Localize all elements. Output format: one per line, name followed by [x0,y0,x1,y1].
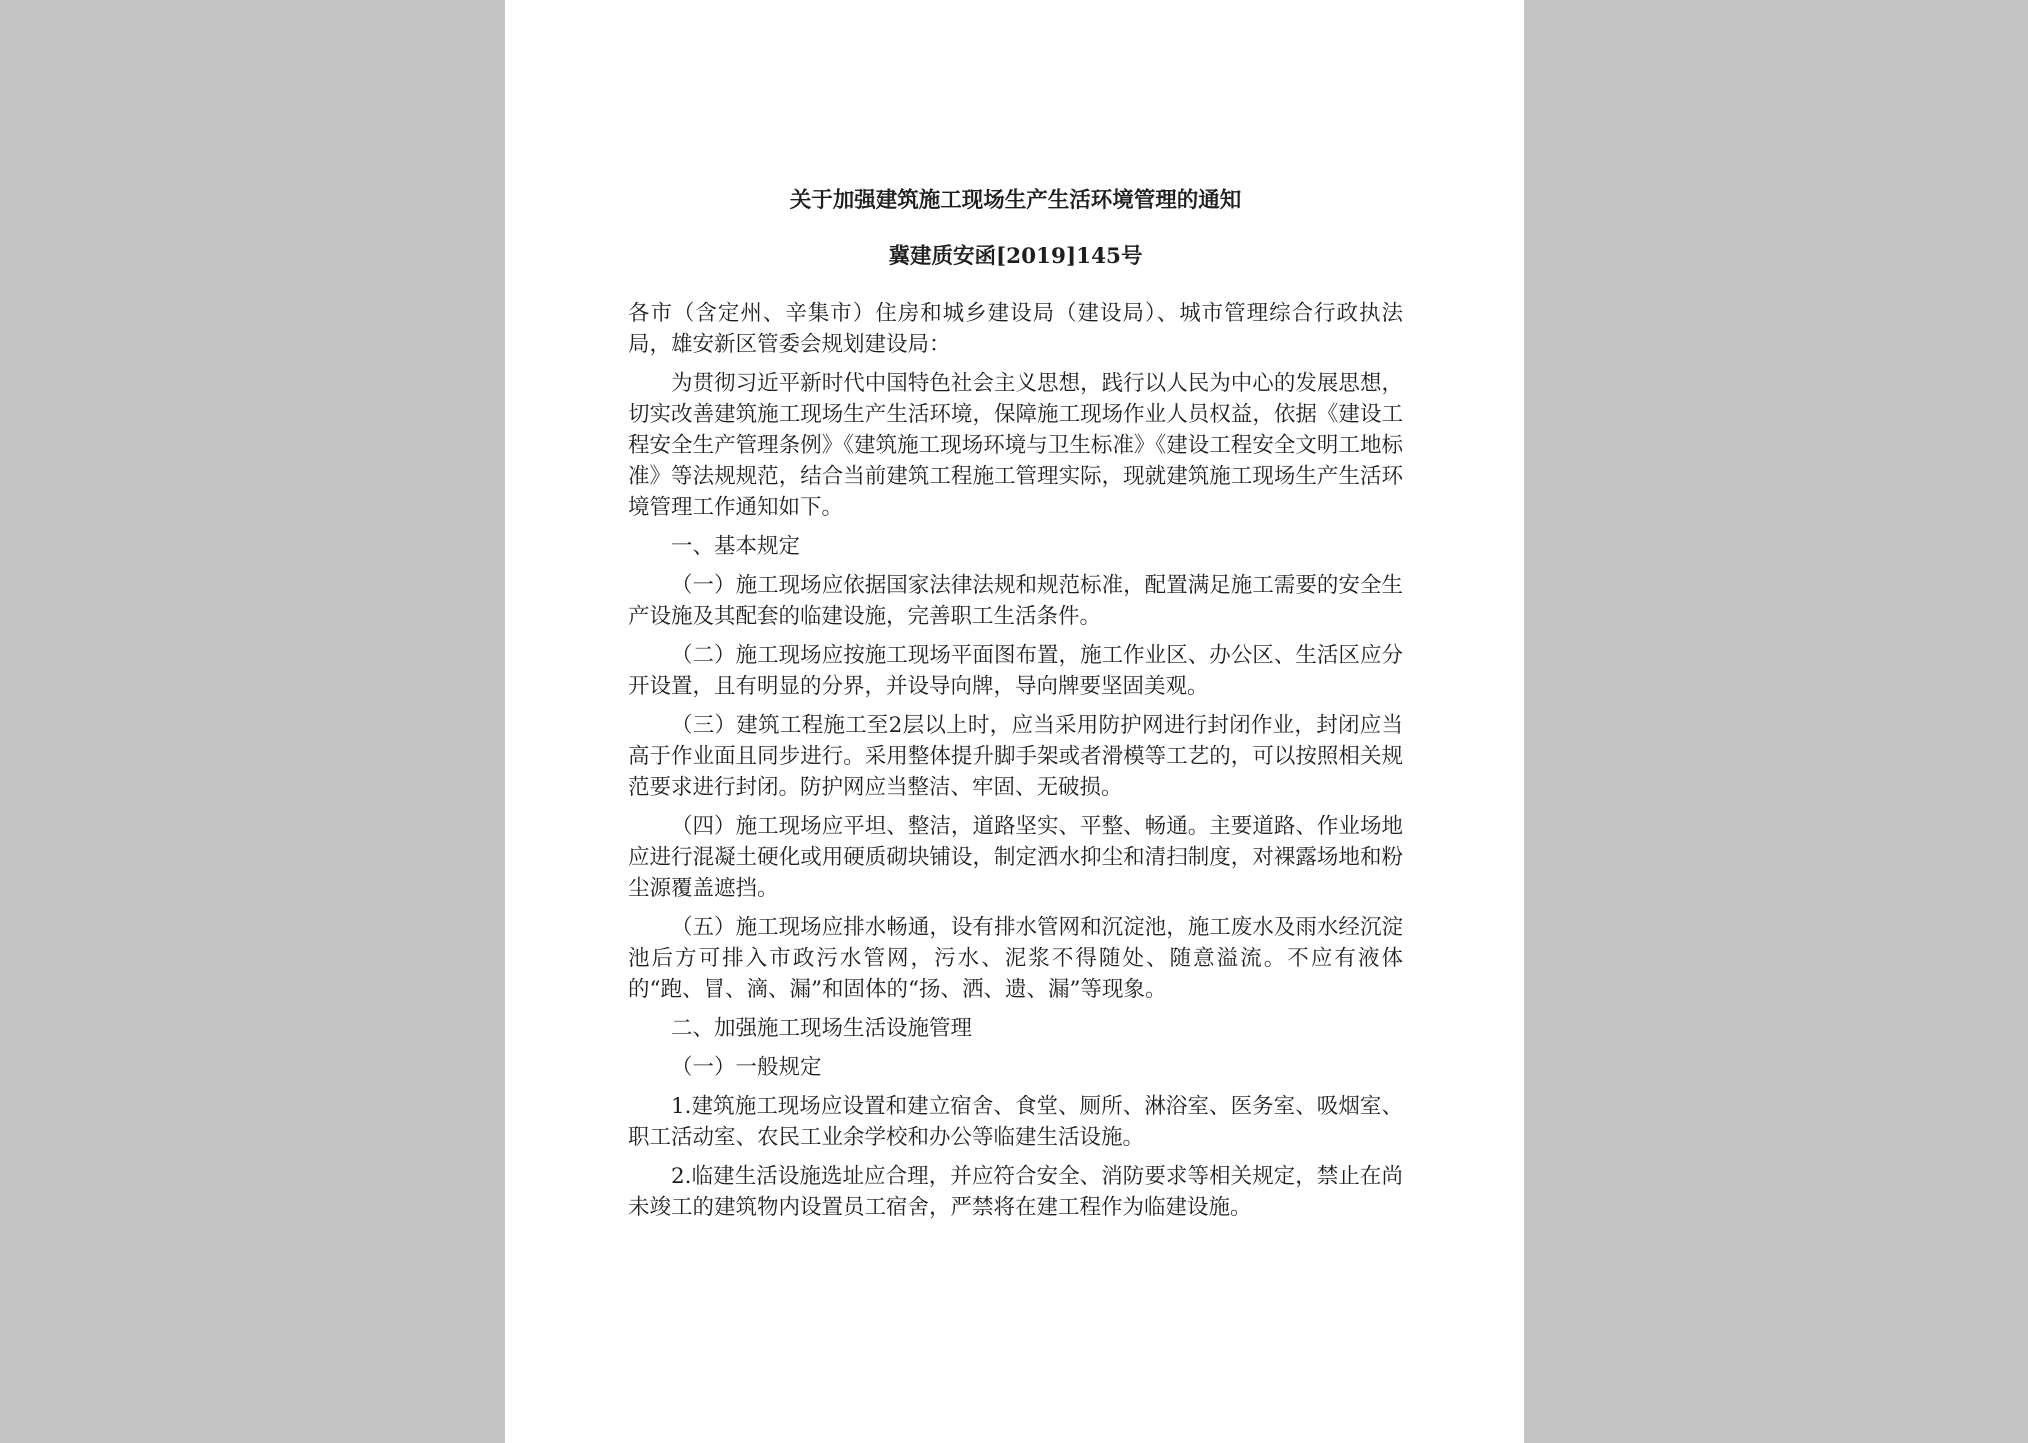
section1-item-5: （五）施工现场应排水畅通，设有排水管网和沉淀池，施工废水及雨水经沉淀池后方可排入市政污水管网，污水、泥浆不得随处、随意溢流。不应有液体的“跑、冒、滴、漏”和固体的“扬、洒、遗、漏”等现象。 [628,915,1403,1002]
document-title: 关于加强建筑施工现场生产生活环境管理的通知 [789,188,1242,213]
document-page [505,0,1524,1443]
section-heading-2: 二、加强施工现场生活设施管理 [671,1016,973,1041]
intro-paragraph: 为贯彻习近平新时代中国特色社会主义思想，践行以人民为中心的发展思想，切实改善建筑施工现场生产生活环境，保障施工现场作业人员权益，依据《建设工程安全生产管理条例》《建筑施工现场环境与卫生标准》《建设工程安全文明工地标准》等法规规范，结合当前建筑工程施工管理实际，现就建筑施工现场生产生活环境管理工作通知如下。 [628,371,1403,520]
section1-item-3: （三）建筑工程施工至2层以上时，应当采用防护网进行封闭作业，封闭应当高于作业面且同步进行。采用整体提升脚手架或者滑模等工艺的，可以按照相关规范要求进行封闭。防护网应当整洁、牢固、无破损。 [628,713,1403,800]
document-number: 冀建质安函[2019]145号 [888,244,1143,269]
page-content [628,178,1403,1223]
section1-item-4: （四）施工现场应平坦、整洁，道路坚实、平整、畅通。主要道路、作业场地应进行混凝土硬化或用硬质砌块铺设，制定洒水抑尘和清扫制度，对裸露场地和粉尘源覆盖遮挡。 [628,814,1403,901]
section2-item-2: 2.临建生活设施选址应合理，并应符合安全、消防要求等相关规定，禁止在尚未竣工的建筑物内设置员工宿舍，严禁将在建工程作为临建设施。 [628,1164,1403,1220]
addressee: 各市（含定州、辛集市）住房和城乡建设局（建设局）、城市管理综合行政执法局，雄安新区管委会规划建设局： [628,301,1403,357]
section1-item-2: （二）施工现场应按施工现场平面图布置，施工作业区、办公区、生活区应分开设置，且有明显的分界，并设导向牌，导向牌要坚固美观。 [628,643,1403,699]
section1-item-1: （一）施工现场应依据国家法律法规和规范标准，配置满足施工需要的安全生产设施及其配套的临建设施，完善职工生活条件。 [628,573,1403,629]
section2-item-1: 1.建筑施工现场应设置和建立宿舍、食堂、厕所、淋浴室、医务室、吸烟室、职工活动室、农民工业余学校和办公等临建生活设施。 [628,1094,1403,1150]
subsection-heading-general: （一）一般规定 [671,1055,822,1080]
section-heading-1: 一、基本规定 [671,534,801,559]
